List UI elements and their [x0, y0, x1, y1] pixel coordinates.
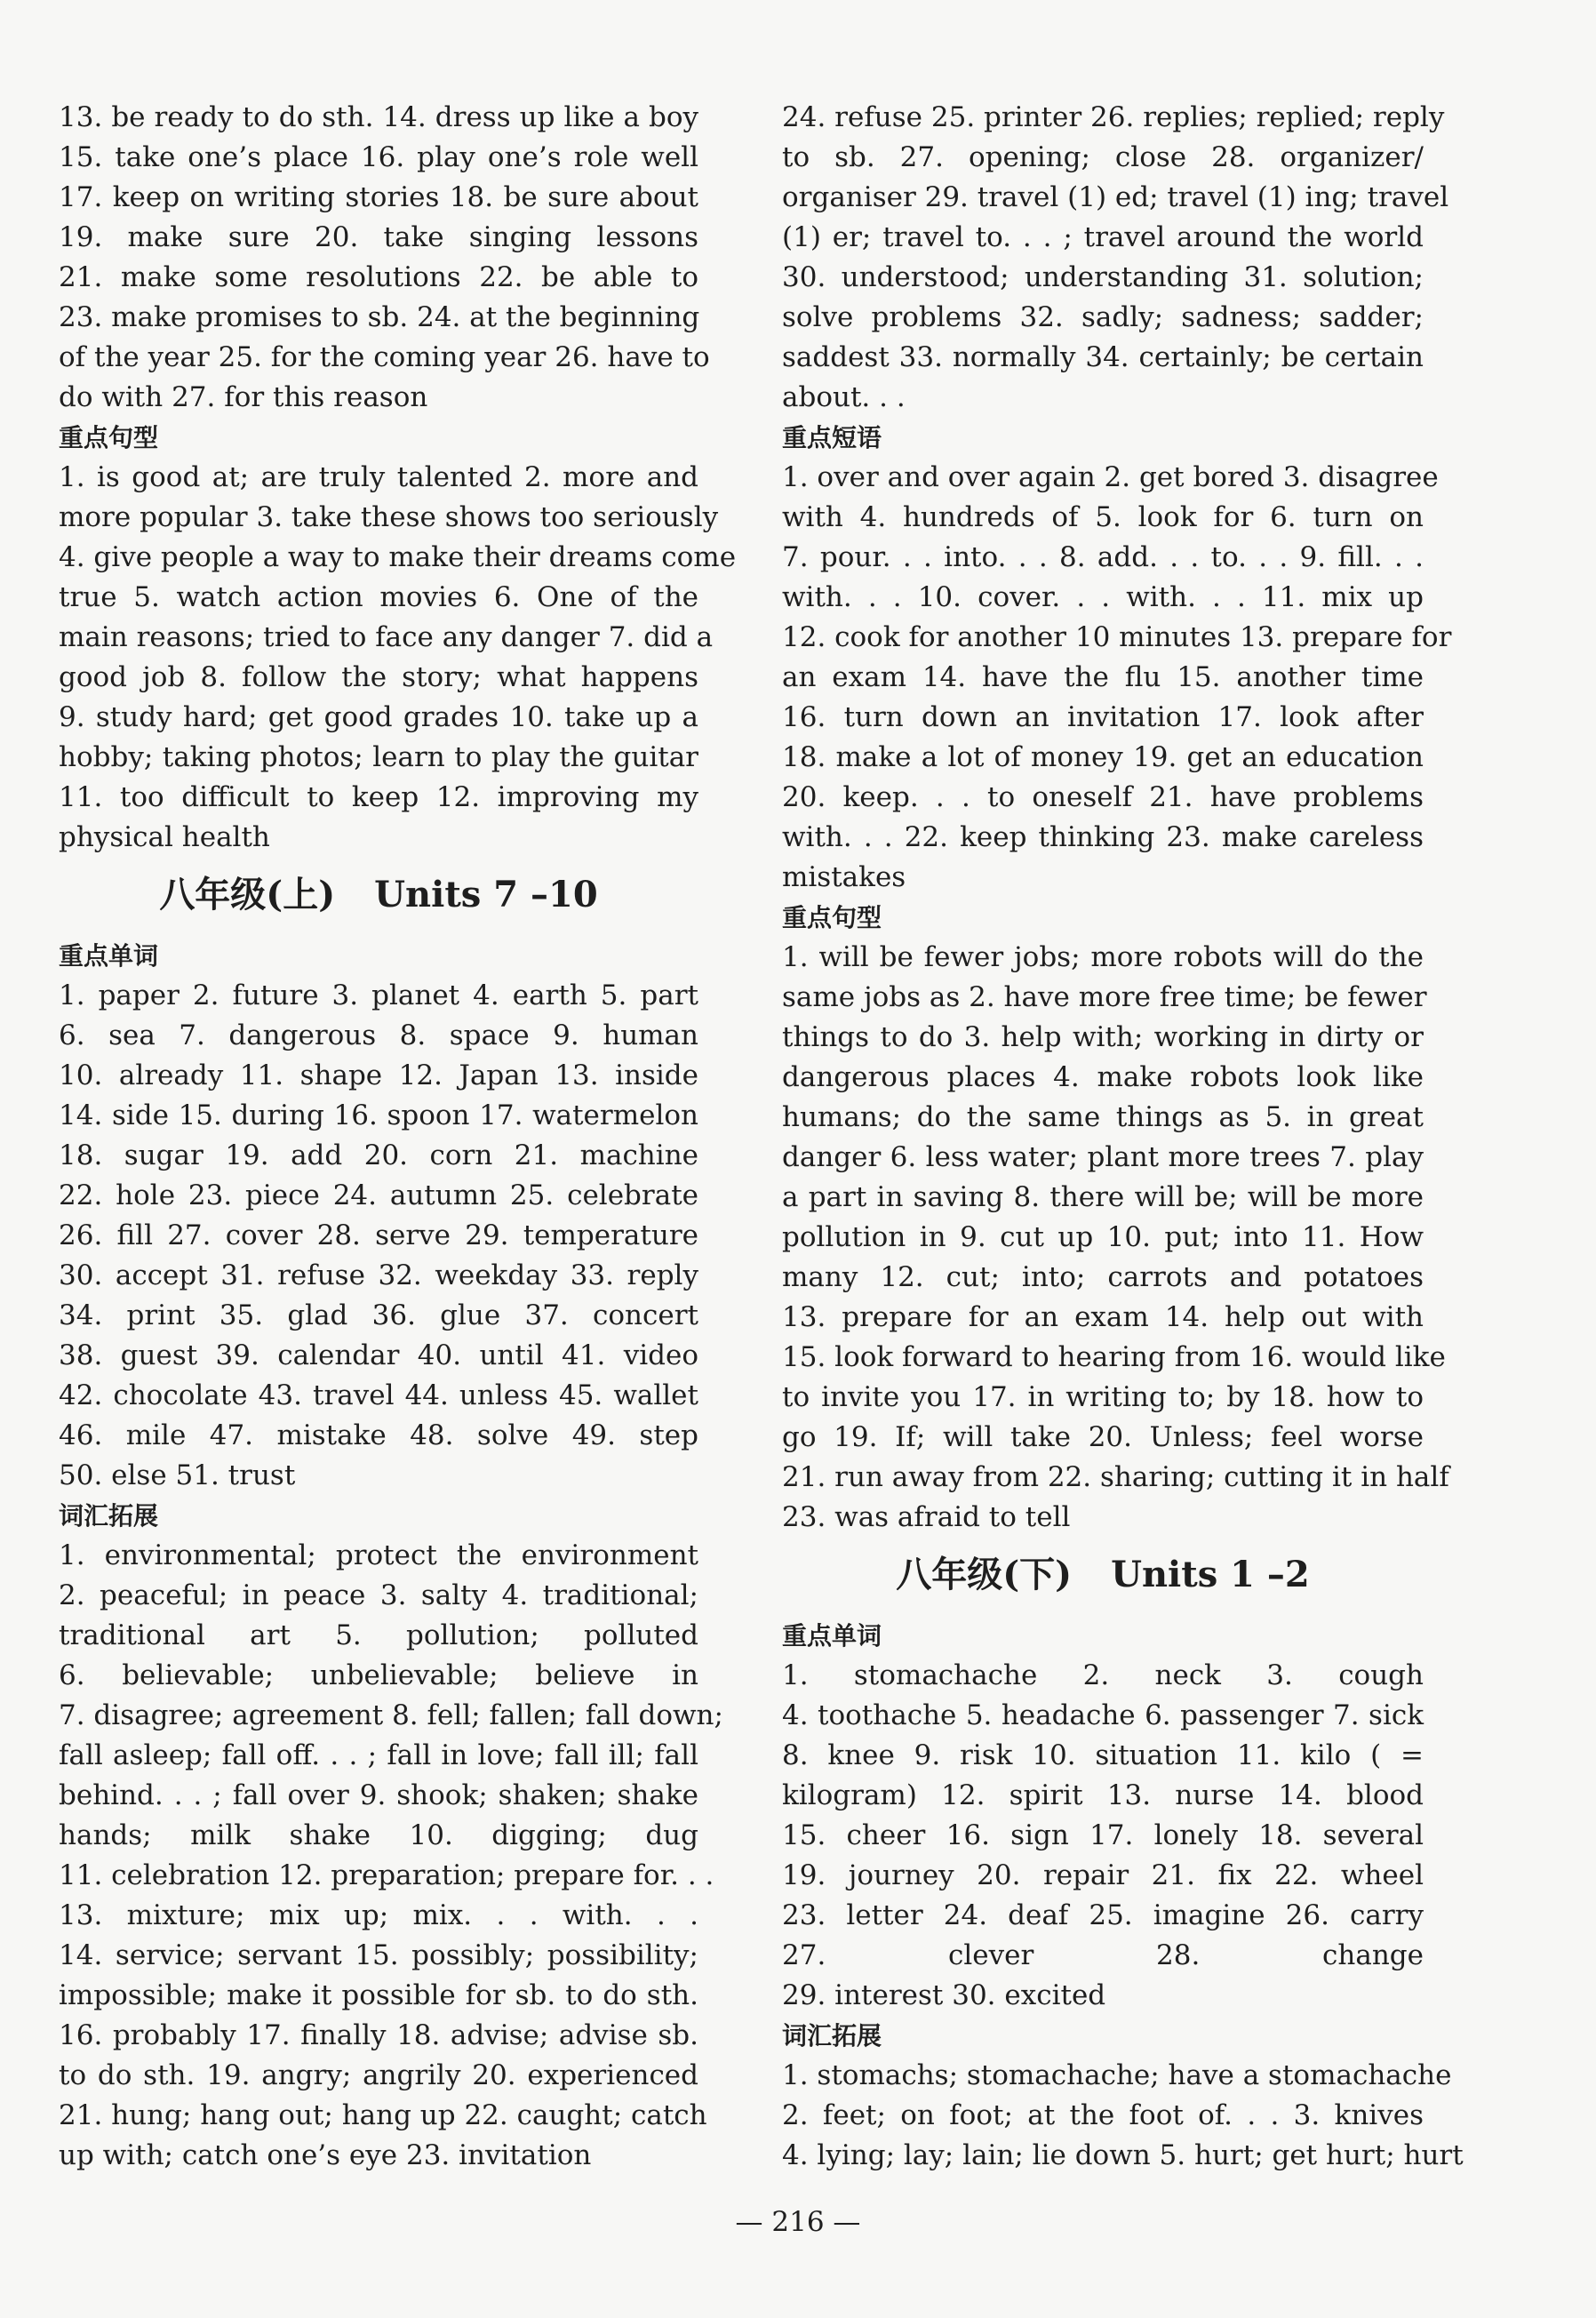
unit-heading	[59, 870, 698, 920]
answer-line: 22. hole 23. piece 24. autumn 25. celebrate	[59, 1179, 698, 1211]
answer-line: 50. else 51. trust	[59, 1459, 296, 1491]
answer-line: 17. keep on writing stories 18. be sure about	[59, 181, 698, 213]
answer-line: 6. believable; unbelievable; believe in	[59, 1659, 698, 1691]
answer-line: 23. make promises to sb. 24. at the beginning	[59, 301, 700, 333]
answer-line: impossible; make it possible for sb. to do sth.	[59, 1979, 698, 2011]
answer-line: true 5. watch action movies 6. One of the	[59, 581, 698, 613]
answer-line: 14. service; servant 15. possibly; possibility;	[59, 1939, 698, 1971]
answer-line: many 12. cut; into; carrots and potatoes	[782, 1261, 1424, 1293]
left-column	[59, 98, 737, 2176]
answer-line: hobby; taking photos; learn to play the guitar	[59, 741, 698, 773]
answer-line: 34. print 35. glad 36. glue 37. concert	[59, 1299, 698, 1331]
answer-line: 4. give people a way to make their dreams come	[59, 541, 737, 573]
answer-line: 16. probably 17. finally 18. advise; advise sb.	[59, 2019, 698, 2051]
answer-line: 1. stomachs; stomachache; have a stomachache	[782, 2059, 1452, 2091]
answer-line: main reasons; tried to face any danger 7. did a	[59, 621, 714, 653]
answer-line: 27. clever 28. change	[782, 1939, 1424, 1971]
answer-line: 23. was afraid to tell	[782, 1501, 1071, 1533]
answer-line: to invite you 17. in writing to; by 18. how to	[782, 1381, 1424, 1413]
answer-line: more popular 3. take these shows too seriously	[59, 501, 719, 533]
section-label: 重点单词	[59, 941, 159, 971]
answer-line: a part in saving 8. there will be; will be more	[782, 1181, 1424, 1213]
section-label: 重点单词	[782, 1621, 882, 1651]
answer-line: 1. will be fewer jobs; more robots will do the	[782, 941, 1424, 973]
answer-line: with. . . 10. cover. . . with. . . 11. mix up	[782, 581, 1424, 613]
answer-line: 7. pour. . . into. . . 8. add. . . to. . . 9. fill. . .	[782, 541, 1424, 573]
section-label: 重点短语	[782, 423, 882, 452]
answer-line: 19. journey 20. repair 21. fix 22. wheel	[782, 1859, 1424, 1891]
answer-line: 9. study hard; get good grades 10. take up a	[59, 701, 698, 733]
answer-line: danger 6. less water; plant more trees 7. play	[782, 1141, 1424, 1173]
answer-line: 16. turn down an invitation 17. look after	[782, 701, 1424, 733]
answer-line: 1. is good at; are truly talented 2. more and	[59, 461, 698, 493]
answer-line: 15. cheer 16. sign 17. lonely 18. several	[782, 1819, 1424, 1851]
answer-line: with 4. hundreds of 5. look for 6. turn on	[782, 501, 1424, 533]
right-column	[782, 98, 1464, 2176]
answer-line: 13. prepare for an exam 14. help out with	[782, 1301, 1424, 1333]
answer-line: 11. celebration 12. preparation; prepare for. . .	[59, 1859, 714, 1891]
answer-line: humans; do the same things as 5. in great	[782, 1101, 1424, 1133]
answer-line: to do sth. 19. angry; angrily 20. experienced	[59, 2059, 698, 2091]
answer-line: same jobs as 2. have more free time; be fewer	[782, 981, 1427, 1013]
answer-line: 26. fill 27. cover 28. serve 29. temperature	[59, 1219, 698, 1251]
answer-line: 20. keep. . . to oneself 21. have problems	[782, 781, 1424, 813]
answer-line: about. . .	[782, 381, 906, 413]
answer-line: 46. mile 47. mistake 48. solve 49. step	[59, 1419, 698, 1451]
answer-line: 24. refuse 25. printer 26. replies; replied; reply	[782, 101, 1445, 133]
answer-line: do with 27. for this reason	[59, 381, 428, 413]
section-label: 词汇拓展	[59, 1501, 159, 1531]
answer-line: good job 8. follow the story; what happens	[59, 661, 698, 693]
answer-line: 21. run away from 22. sharing; cutting it in half	[782, 1461, 1449, 1493]
answer-line: 19. make sure 20. take singing lessons	[59, 221, 698, 253]
answer-line: 1. over and over again 2. get bored 3. disagree	[782, 461, 1439, 493]
answer-line: 4. lying; lay; lain; lie down 5. hurt; get hurt; hurt	[782, 2139, 1464, 2171]
answer-line: fall asleep; fall off. . . ; fall in love; fall ill; fall	[59, 1739, 698, 1771]
answer-line: 23. letter 24. deaf 25. imagine 26. carry	[782, 1899, 1424, 1931]
answer-line: 21. hung; hang out; hang up 22. caught; catch	[59, 2099, 707, 2131]
answer-line: 18. make a lot of money 19. get an education	[782, 741, 1424, 773]
answer-line: 10. already 11. shape 12. Japan 13. inside	[59, 1059, 698, 1091]
answer-line: 7. disagree; agreement 8. fell; fallen; fall down;	[59, 1699, 723, 1731]
answer-line: go 19. If; will take 20. Unless; feel worse	[782, 1421, 1424, 1453]
page-number: — 216 —	[735, 2206, 861, 2238]
answer-line: hands; milk shake 10. digging; dug	[59, 1819, 698, 1851]
answer-line: with. . . 22. keep thinking 23. make careless	[782, 821, 1424, 853]
answer-line: 2. peaceful; in peace 3. salty 4. traditional;	[59, 1579, 698, 1611]
answer-line: 29. interest 30. excited	[782, 1979, 1106, 2011]
answer-line: 1. stomachache 2. neck 3. cough	[782, 1659, 1424, 1691]
answer-line: 30. understood; understanding 31. solution;	[782, 261, 1424, 293]
answer-line: 21. make some resolutions 22. be able to	[59, 261, 698, 293]
answer-line: organiser 29. travel (1) ed; travel (1) ing; travel	[782, 181, 1449, 213]
unit-heading-grade: 八年级(上)	[159, 874, 336, 915]
answer-line: 6. sea 7. dangerous 8. space 9. human	[59, 1019, 698, 1051]
answer-line: 42. chocolate 43. travel 44. unless 45. wallet	[59, 1379, 698, 1411]
section-label: 重点句型	[782, 903, 882, 932]
answer-line: 1. paper 2. future 3. planet 4. earth 5. part	[59, 979, 698, 1011]
unit-heading	[782, 1550, 1424, 1600]
answer-line: 12. cook for another 10 minutes 13. prepare for	[782, 621, 1452, 653]
answer-line: 8. knee 9. risk 10. situation 11. kilo ( =	[782, 1739, 1424, 1771]
answer-line: physical health	[59, 821, 270, 853]
answer-line: 2. feet; on foot; at the foot of. . . 3. knives	[782, 2099, 1424, 2131]
unit-heading-units: Units 1 –2	[1111, 1554, 1310, 1595]
answer-line: kilogram) 12. spirit 13. nurse 14. blood	[782, 1779, 1424, 1811]
answer-line: up with; catch one’s eye 23. invitation	[59, 2139, 592, 2171]
section-label: 重点句型	[59, 423, 159, 452]
answer-line: 15. look forward to hearing from 16. would like	[782, 1341, 1446, 1373]
answer-line: 11. too difficult to keep 12. improving my	[59, 781, 698, 813]
answer-line: 30. accept 31. refuse 32. weekday 33. reply	[59, 1259, 698, 1291]
answer-line: to sb. 27. opening; close 28. organizer/	[782, 141, 1424, 173]
answer-line: solve problems 32. sadly; sadness; sadder;	[782, 301, 1424, 333]
answer-line: an exam 14. have the flu 15. another time	[782, 661, 1424, 693]
unit-heading-units: Units 7 –10	[374, 874, 598, 915]
answer-line: dangerous places 4. make robots look like	[782, 1061, 1424, 1093]
answer-line: 14. side 15. during 16. spoon 17. watermelon	[59, 1099, 698, 1131]
answer-line: 4. toothache 5. headache 6. passenger 7. sick	[782, 1699, 1424, 1731]
answer-line: saddest 33. normally 34. certainly; be certain	[782, 341, 1424, 373]
answer-line: 15. take one’s place 16. play one’s role well	[59, 141, 698, 173]
section-label: 词汇拓展	[782, 2021, 882, 2050]
answer-line: 38. guest 39. calendar 40. until 41. video	[59, 1339, 698, 1371]
answer-line: traditional art 5. pollution; polluted	[59, 1619, 698, 1651]
answer-line: things to do 3. help with; working in dirty or	[782, 1021, 1424, 1053]
answer-line: pollution in 9. cut up 10. put; into 11. How	[782, 1221, 1424, 1253]
answer-line: behind. . . ; fall over 9. shook; shaken; shake	[59, 1779, 698, 1811]
answer-line: 18. sugar 19. add 20. corn 21. machine	[59, 1139, 698, 1171]
answer-line: 13. be ready to do sth. 14. dress up like a boy	[59, 101, 698, 133]
answer-line: mistakes	[782, 861, 906, 893]
answer-line: of the year 25. for the coming year 26. have to	[59, 341, 710, 373]
answer-line: 13. mixture; mix up; mix. . . with. . .	[59, 1899, 698, 1931]
unit-heading-grade: 八年级(下)	[896, 1554, 1073, 1595]
answer-line: 1. environmental; protect the environment	[59, 1539, 698, 1571]
answer-line: (1) er; travel to. . . ; travel around the world	[782, 221, 1424, 253]
